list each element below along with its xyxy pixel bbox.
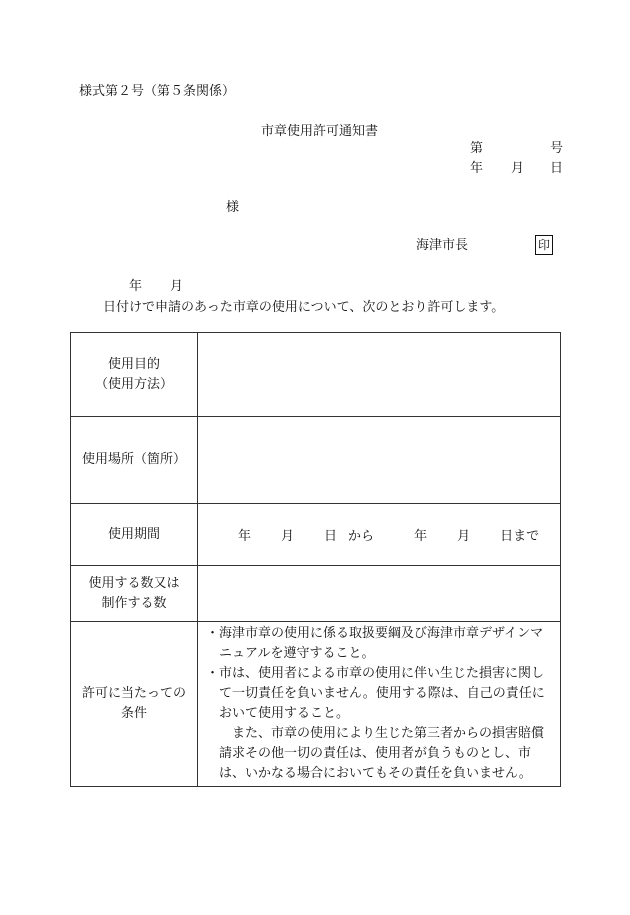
- body-year-label: 年: [129, 279, 143, 294]
- period-from-marker: から: [348, 529, 375, 544]
- permit-details-table: [70, 332, 561, 787]
- conditions-value: [198, 622, 561, 787]
- table-row-purpose: [71, 333, 561, 417]
- condition-item: [206, 624, 556, 664]
- table-row-quantity: [71, 566, 561, 622]
- conditions-label-line2: 条件: [120, 706, 147, 721]
- date-day-label: 日: [550, 161, 564, 176]
- document-title: 市章使用許可通知書: [261, 124, 379, 139]
- quantity-label: [71, 566, 198, 622]
- period-to-year: 年: [414, 529, 428, 544]
- date-year-label: 年: [470, 161, 484, 176]
- table-row-period: [71, 504, 561, 566]
- purpose-label-line1: 使用目的: [107, 356, 160, 372]
- place-label: 使用場所（箇所）: [71, 417, 198, 504]
- date-month-label: 月: [511, 161, 525, 176]
- conditions-label-line1: 許可に当たっての: [81, 686, 186, 701]
- table-row-conditions: [71, 622, 561, 787]
- body-text: 日付けで申請のあった市章の使用について、次のとおり許可します。: [103, 300, 505, 315]
- purpose-value[interactable]: [198, 333, 561, 417]
- conditions-list: [198, 622, 560, 786]
- issuer-name: 海津市長: [416, 238, 469, 253]
- condition-text-continued: また、市章の使用により生じた第三者からの損害賠償請求その他一切の責任は、使用者が負うものとし、市は、いかなる場合においてもその責任を負いません。: [219, 726, 545, 781]
- form-number: 様式第２号（第５条関係）: [79, 84, 236, 99]
- period-value[interactable]: [198, 504, 561, 566]
- document-number-prefix: 第: [470, 141, 484, 156]
- quantity-label-line1: 使用する数又は: [88, 575, 180, 591]
- condition-text: 海津市章の使用に係る取扱要綱及び海津市章デザインマニュアルを遵守すること。: [219, 626, 544, 661]
- addressee-honorific: 様: [226, 200, 240, 215]
- condition-text: 市は、使用者による市章の使用に伴い生じた損害に関して一切責任を負いません。使用する際は、自己の責任において使用すること。: [219, 666, 545, 721]
- period-from-day: 日: [324, 529, 338, 544]
- period-from-month: 月: [281, 529, 295, 544]
- condition-item: [206, 664, 556, 784]
- purpose-label: [71, 333, 198, 417]
- period-from-year: 年: [238, 529, 252, 544]
- place-value[interactable]: [198, 417, 561, 504]
- table-row-place: [71, 417, 561, 504]
- conditions-label: [71, 622, 198, 787]
- period-to-day: 日まで: [500, 529, 540, 544]
- document-number-suffix: 号: [550, 141, 564, 156]
- condition-bullet: ・: [206, 626, 220, 641]
- period-label: 使用期間: [71, 504, 198, 566]
- seal-stamp-box: 印: [535, 235, 553, 255]
- condition-bullet: ・: [206, 666, 220, 681]
- body-month-label: 月: [170, 279, 184, 294]
- period-fields: [198, 525, 560, 544]
- purpose-label-line2: （使用方法）: [94, 376, 173, 392]
- body-paragraph: [77, 276, 567, 318]
- period-to-month: 月: [457, 529, 471, 544]
- quantity-label-line2: 制作する数: [101, 595, 167, 611]
- quantity-value[interactable]: [198, 566, 561, 622]
